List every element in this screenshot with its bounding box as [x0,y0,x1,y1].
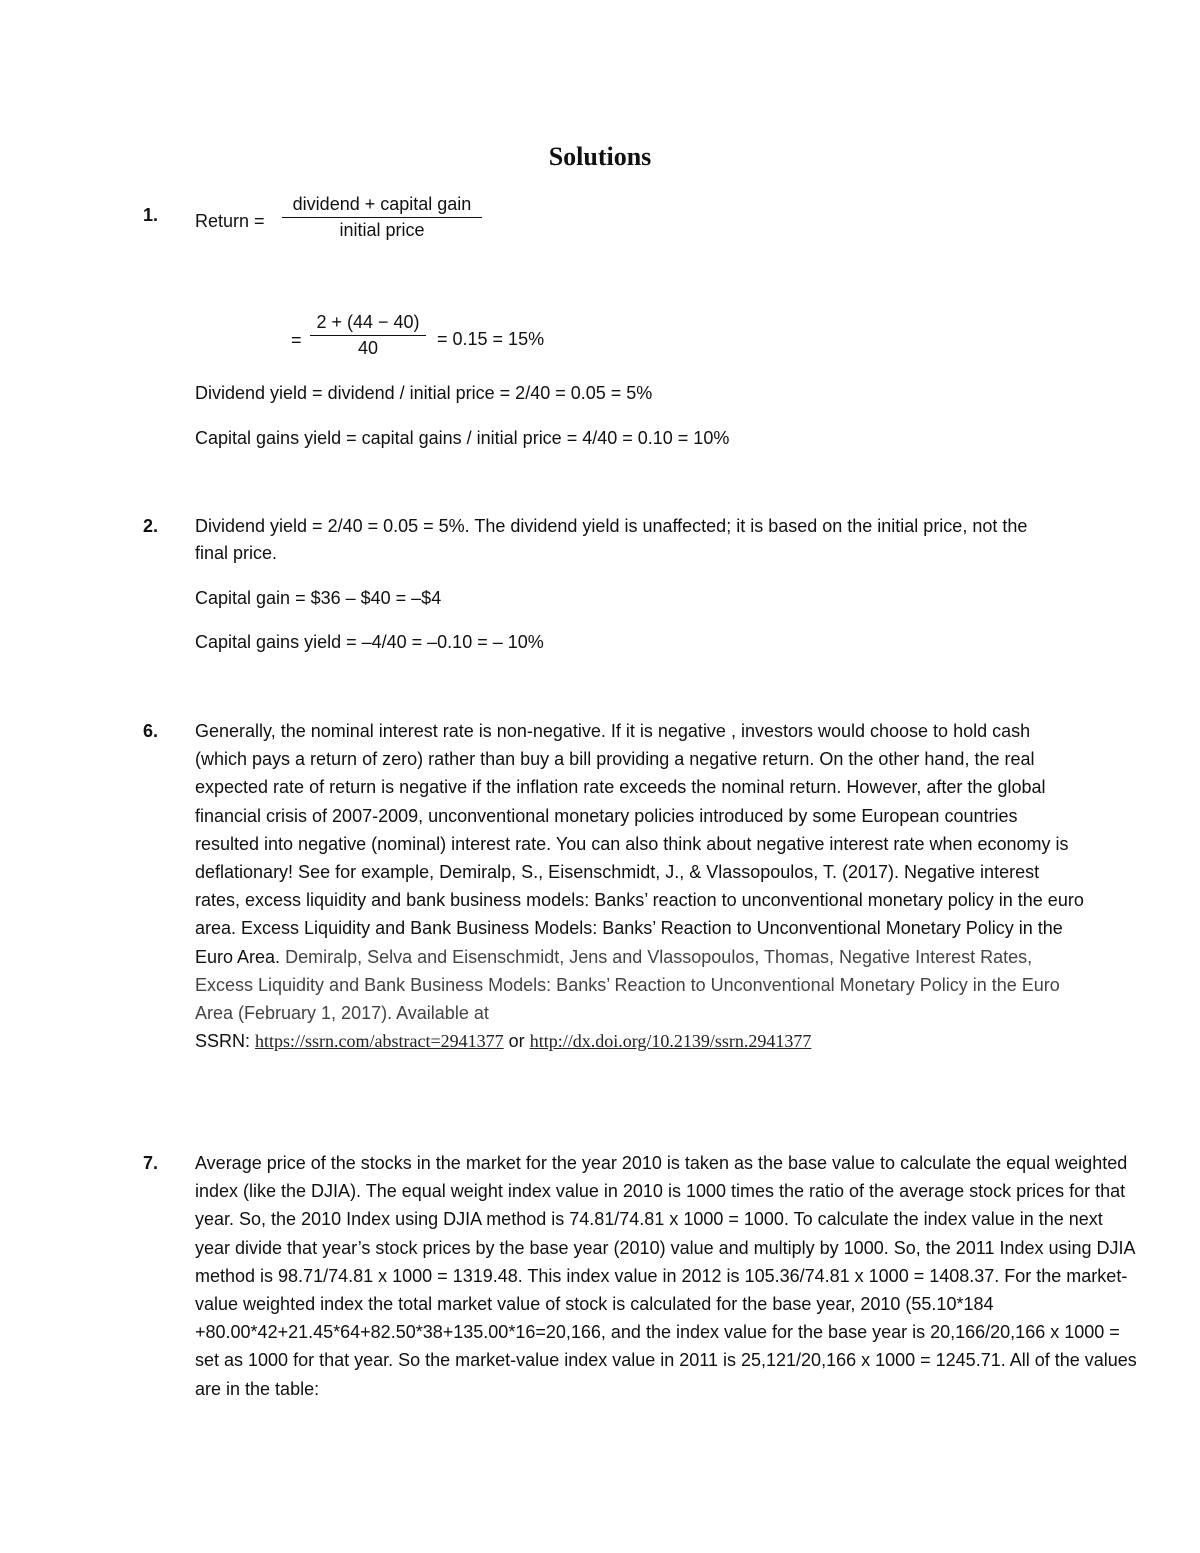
dividend-yield-line: Dividend yield = dividend / initial price = 2/40 = 0.05 = 5% [195,383,653,403]
return-label: Return = [195,211,265,231]
q2-capital-gains-yield-line: Capital gains yield = –4/40 = –0.10 = – 10% [195,632,544,652]
q6-paragraph [195,717,1085,1055]
ssrn-link[interactable]: https://ssrn.com/abstract=2941377 [255,1031,504,1052]
q2-line-2: final price. [195,543,278,563]
ssrn-label: SSRN: [195,1031,251,1052]
q7-paragraph [195,1149,1140,1403]
q6-citation: Demiralp, S., Eisenschmidt, J., & Vlassopoulos, T. (2017). Negative interest rates, excess liquidity and bank business models: Banks’ reaction to unconventional monetary policy in the euro area. Excess Liquidity and Bank Business Models: Banks’ Reaction to Unconventional Monetary Policy in the Euro Area. [195,862,1084,967]
question-number-1: 1. [143,205,159,225]
question-number-2: 2. [143,516,159,536]
or-text: or [508,1031,525,1052]
fraction-numerator: dividend + capital gain [282,194,482,218]
q7-text: Average price of the stocks in the market for the year 2010 is taken as the base value to calculate the equal weighted index (like the DJIA). The equal weight index value in 2010 is 1000 times the ratio of the average stock prices for that year. So, the 2010 Index using DJIA method is 74.81/74.81 x 1000 = 1000. To calculate the index value in the next year divide that year’s stock prices by the base year (2010) value and multiply by 1000. So, the 2011 Index using DJIA method is 98.71/74.81 x 1000 = 1319.48. This index value in 2012 is 105.36/74.81 x 1000 = 1408.37. For the market-value weighted index the total market value of stock is calculated for the base year, 2010 (55.10*184 +80.00*42+21.45*64+82.50*38+135.00*16=20,166, and the index value for the base year is 20,166/20,166 x 1000 = set as 1000 for that year. So the market-value index value in 2011 is 25,121/20,166 x 1000 = 1245.71. All of the values are in the table: [195,1153,1137,1399]
question-number-7: 7. [143,1153,159,1173]
capital-gain-line: Capital gain = $36 – $40 = –$4 [195,588,442,608]
equals-sign: = [291,330,302,350]
question-number-6: 6. [143,721,159,741]
doi-link[interactable]: http://dx.doi.org/10.2139/ssrn.2941377 [529,1031,812,1052]
fraction-denominator: 40 [357,338,379,358]
fraction-numerator: 2 + (44 − 40) [310,312,426,336]
capital-gains-yield-line: Capital gains yield = capital gains / initial price = 4/40 = 0.10 = 10% [195,428,730,448]
q6-main-text: Generally, the nominal interest rate is non-negative. If it is negative , investors would choose to hold cash (which pays a return of zero) rather than buy a bill providing a negative return. On the other hand, the real expected rate of return is negative if the inflation rate exceeds the nominal return. However, after the global financial crisis of 2007-2009, unconventional monetary policies introduced by some European countries resulted into negative (nominal) interest rate. You can also think about negative interest rate when economy is deflationary! See for example, [195,721,1069,883]
q6-citation-ssrn: Demiralp, Selva and Eisenschmidt, Jens and Vlassopoulos, Thomas, Negative Interest Rates, Excess Liquidity and Bank Business Models: Banks’ Reaction to Unconventional Monetary Policy in the Euro Area (February 1, 2017). Available at [195,946,1060,1024]
return-result: = 0.15 = 15% [437,329,545,349]
fraction-denominator: initial price [339,220,425,240]
q2-line-1: Dividend yield = 2/40 = 0.05 = 5%. The dividend yield is unaffected; it is based on the initial price, not the [195,516,1028,536]
page-title: Solutions [548,142,652,171]
numeric-fraction [310,312,426,359]
return-formula-fraction [282,194,482,241]
